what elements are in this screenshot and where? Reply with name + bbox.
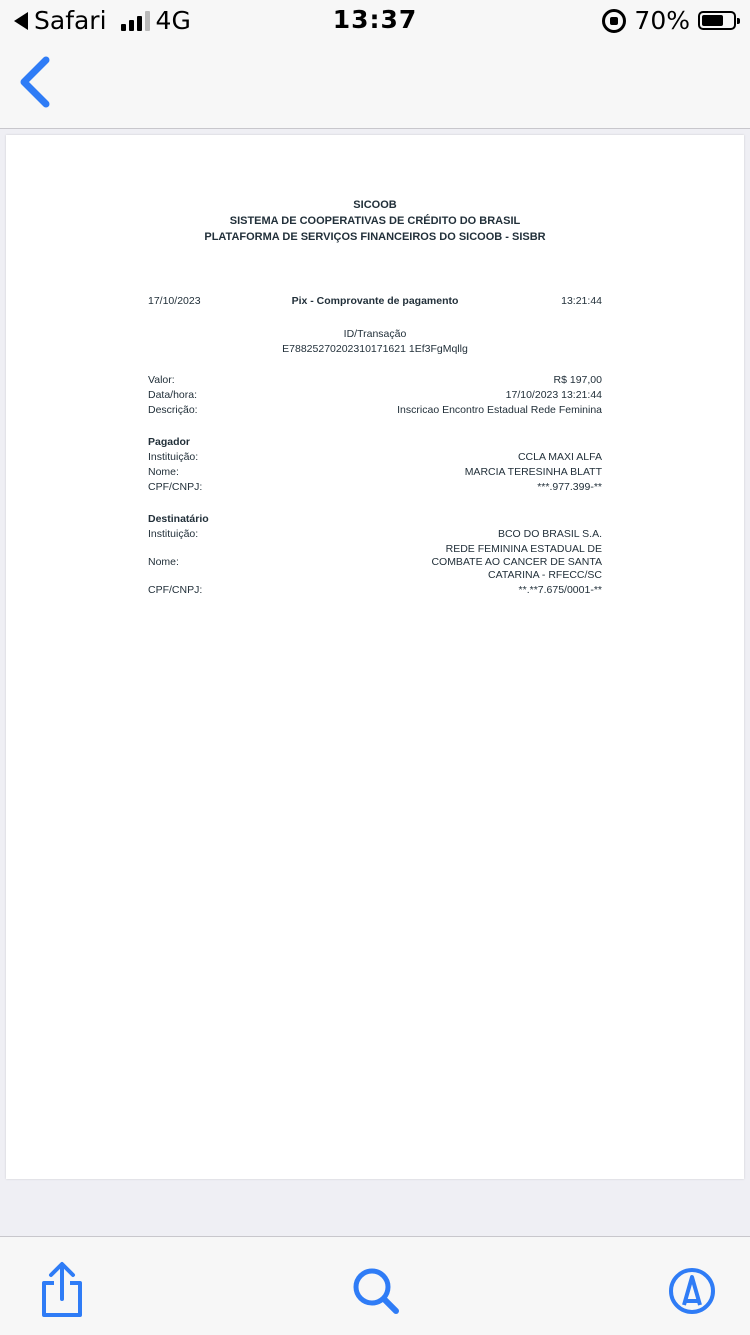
pdf-page: [6, 135, 744, 1179]
destinatario-nome-line-1: REDE FEMININA ESTADUAL DE: [445, 543, 602, 555]
status-time: 13:37: [332, 5, 418, 34]
back-app-label: Safari: [34, 6, 107, 35]
share-icon: [32, 1261, 92, 1321]
destinatario-nome-line-2: COMBATE AO CANCER DE SANTA: [431, 556, 602, 568]
destinatario-instituicao-label: Instituição:: [148, 528, 199, 540]
network-label: 4G: [155, 6, 191, 35]
transaction-block: [6, 327, 744, 357]
header-line-2: SISTEMA DE COOPERATIVAS DE CRÉDITO DO BRASIL: [229, 215, 521, 227]
receipt-title: Pix - Comprovante de pagamento: [291, 295, 459, 307]
pagador-nome-value: MARCIA TERESINHA BLATT: [464, 466, 602, 478]
descricao-value: Inscricao Encontro Estadual Rede Feminina: [397, 404, 602, 416]
transaction-label: ID/Transação: [343, 328, 407, 340]
battery-percent: 70%: [634, 6, 690, 35]
pagador-nome-label: Nome:: [148, 466, 179, 478]
destinatario-cpf-label: CPF/CNPJ:: [148, 584, 203, 596]
orientation-lock-icon: [602, 9, 626, 33]
battery-icon: [698, 11, 736, 30]
search-button[interactable]: [346, 1261, 406, 1321]
receipt-date: 17/10/2023: [148, 295, 201, 307]
descricao-label: Descrição:: [148, 404, 198, 416]
pagador-cpf-label: CPF/CNPJ:: [148, 481, 203, 493]
back-button[interactable]: [16, 54, 56, 110]
datahora-value: 17/10/2023 13:21:44: [505, 389, 602, 401]
pagador-cpf-value: ***.977.399-**: [537, 481, 602, 493]
markup-icon: [662, 1261, 722, 1321]
header-line-1: SICOOB: [353, 199, 397, 211]
destinatario-nome-value: [431, 543, 602, 582]
receipt-time: 13:21:44: [561, 295, 602, 307]
pagador-instituicao-label: Instituição:: [148, 451, 199, 463]
search-icon: [346, 1261, 406, 1321]
bottom-toolbar: [0, 1236, 750, 1335]
transaction-id: E78825270202310171621 1Ef3FgMqllg: [282, 343, 468, 355]
pagador-instituicao-value: CCLA MAXI ALFA: [517, 451, 602, 463]
header-line-3: PLATAFORMA DE SERVIÇOS FINANCEIROS DO SICOOB - SISBR: [204, 231, 546, 243]
destinatario-cpf-value: **.**7.675/0001-**: [518, 584, 602, 596]
document-header: [6, 197, 744, 245]
destinatario-nome-label: Nome:: [148, 556, 179, 568]
valor-value: R$ 197,00: [553, 374, 602, 386]
datahora-label: Data/hora:: [148, 389, 198, 401]
pagador-title: Pagador: [148, 436, 191, 448]
destinatario-title: Destinatário: [148, 513, 209, 525]
valor-label: Valor:: [148, 374, 175, 386]
destinatario-nome-row: [148, 543, 602, 583]
share-button[interactable]: [32, 1261, 92, 1321]
destinatario-instituicao-value: BCO DO BRASIL S.A.: [497, 528, 602, 540]
destinatario-nome-line-3: CATARINA - RFECC/SC: [488, 569, 602, 581]
navigation-bar: [0, 40, 750, 129]
chevron-left-icon: [16, 54, 56, 110]
status-bar: [0, 0, 750, 40]
markup-button[interactable]: [662, 1261, 722, 1321]
